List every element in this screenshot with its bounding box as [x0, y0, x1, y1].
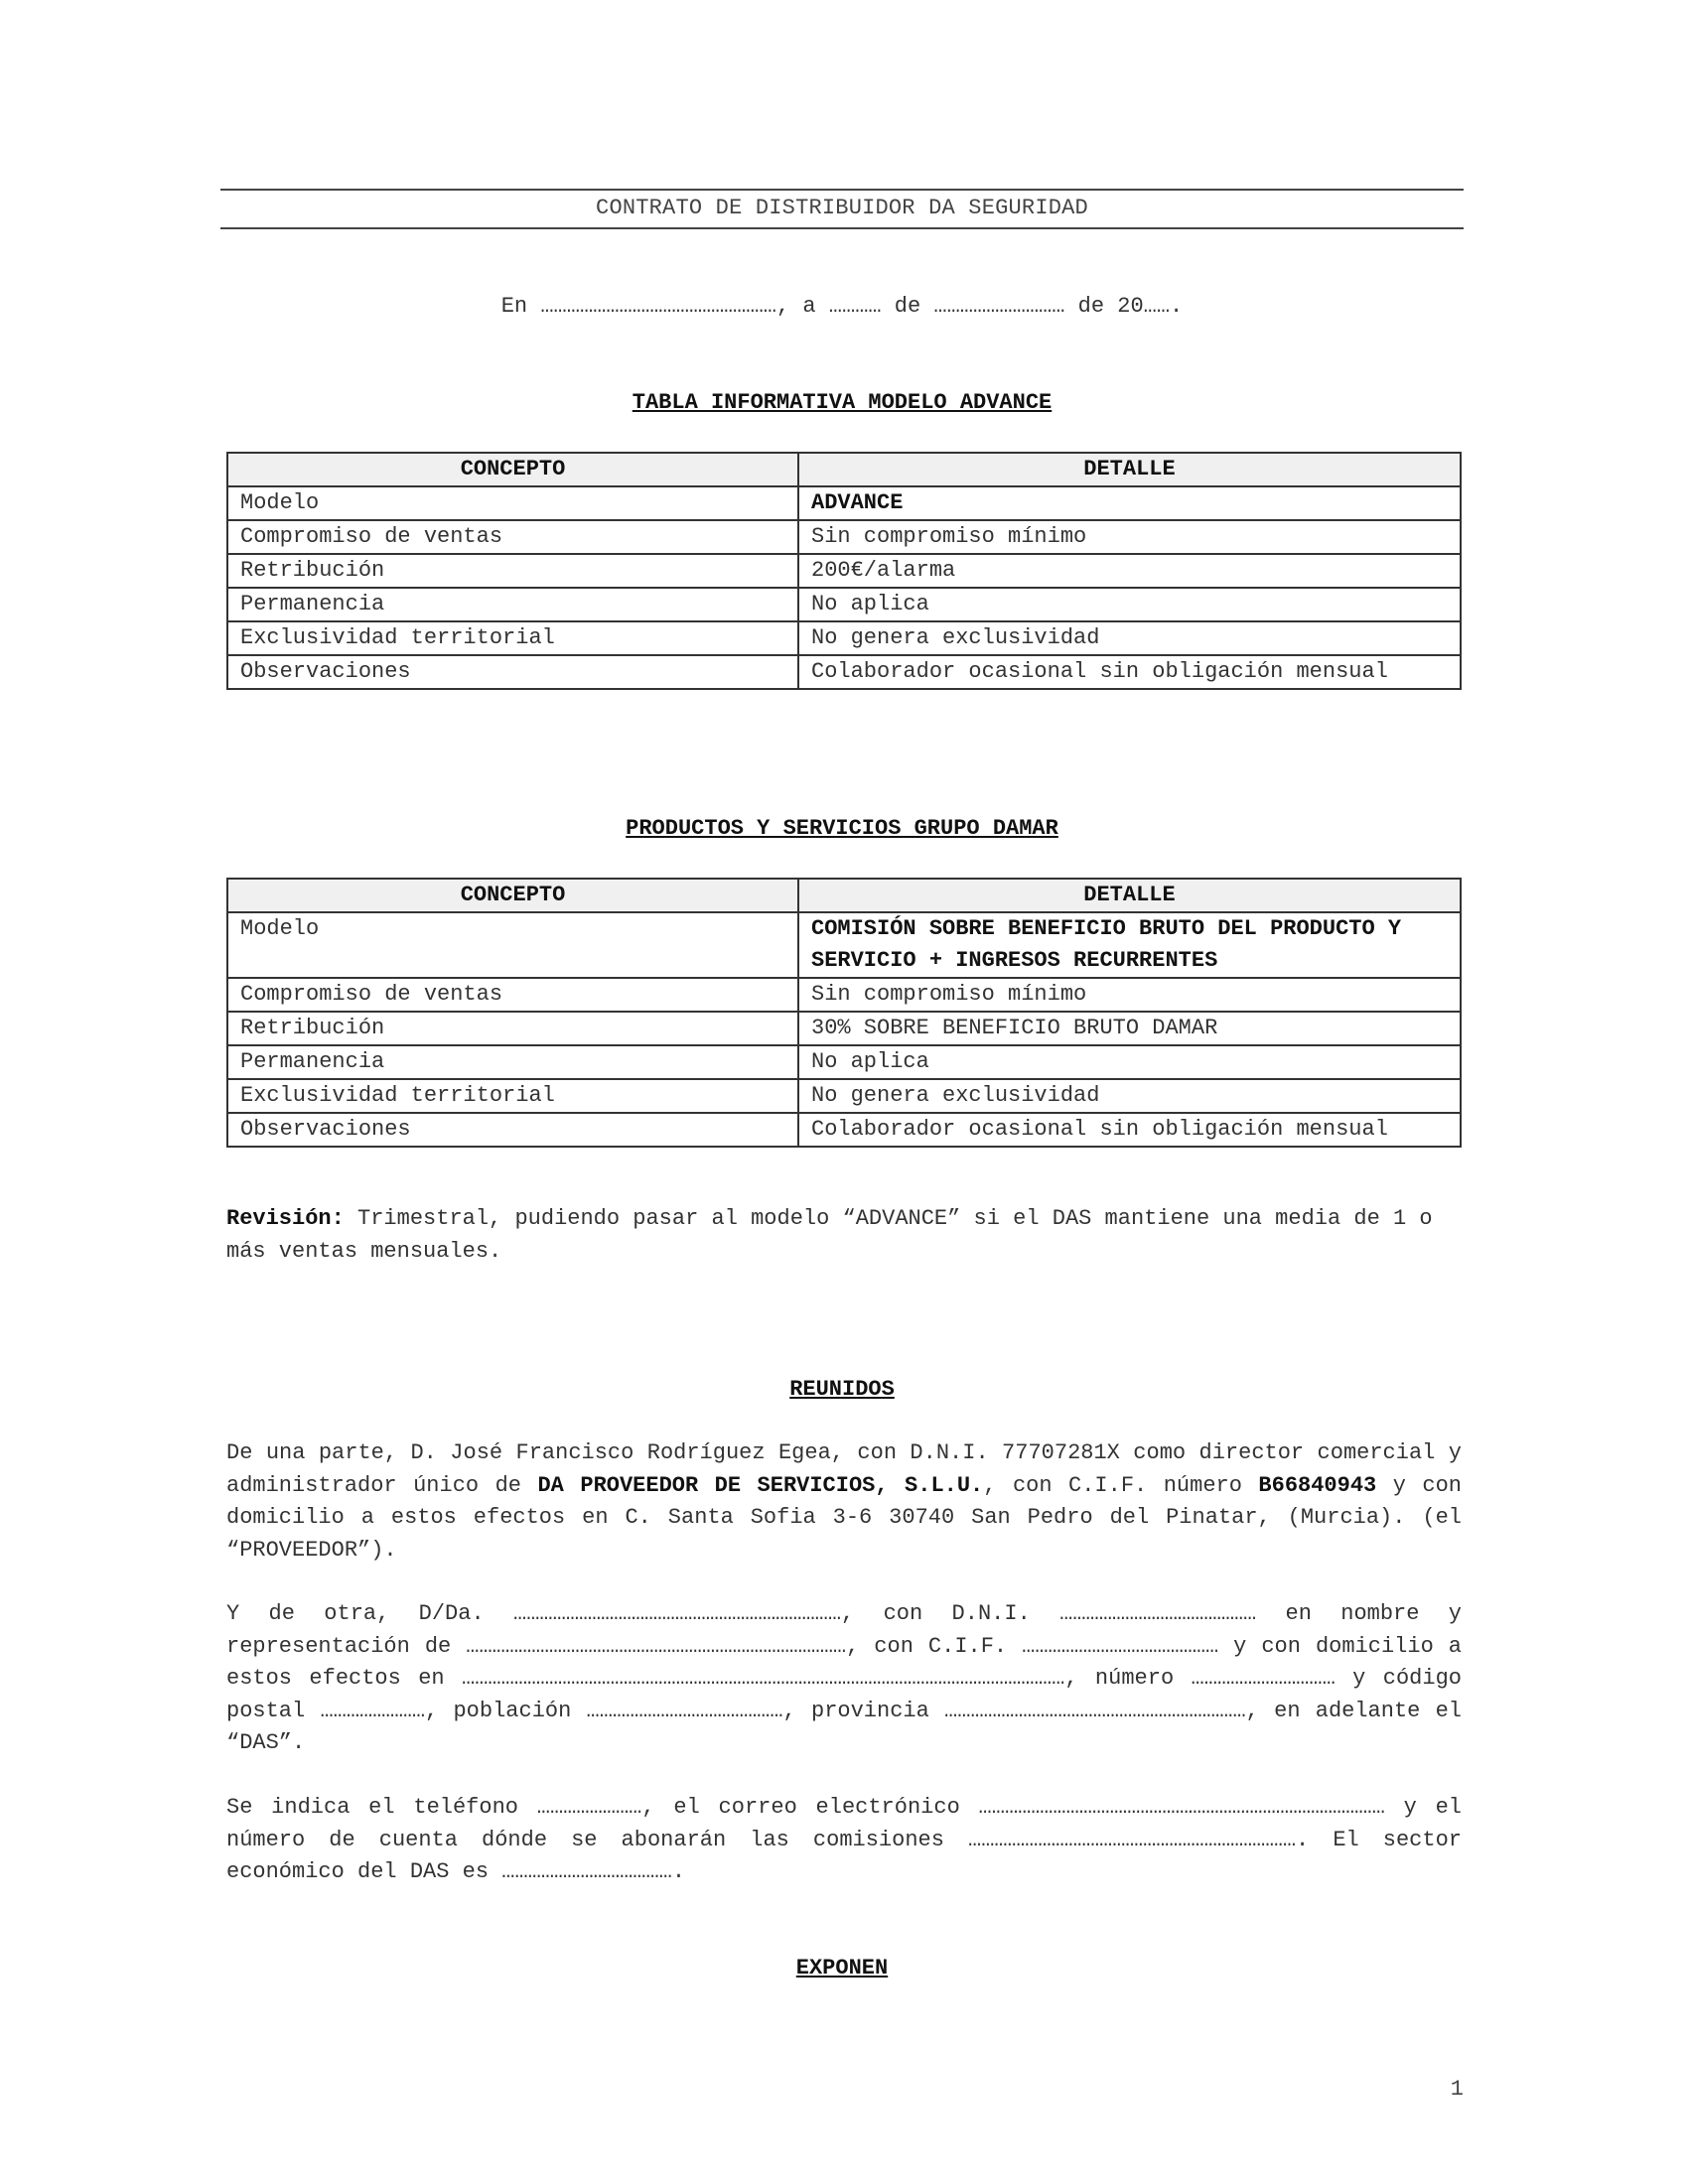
concept-cell: Permanencia: [227, 588, 798, 621]
provider-paragraph: [226, 1437, 1462, 1567]
column-header-concepto: CONCEPTO: [227, 453, 798, 486]
table-row: [227, 1012, 1461, 1045]
column-header-concepto: CONCEPTO: [227, 879, 798, 912]
das-paragraph: Y de otra, D/Da. …………………………………………………………………, con D.N.I. ……………………………………… en nombre y representación de ……………………………………………………………………………, con C.I.F. ……………………………………… y con domicilio a estos efectos en …………………………………………………………………………………………………………………………, número …………………………… y código postal ……………………, población ………………………………………, provincia ……………………………………………………………, en adelante el “DAS”.: [226, 1601, 1462, 1755]
table-row: [227, 978, 1461, 1012]
header-top-rule: [220, 189, 1464, 191]
provider-text-part: , con C.I.F. número: [983, 1472, 1259, 1498]
detail-cell: No aplica: [798, 1045, 1461, 1079]
detail-cell: No genera exclusividad: [798, 621, 1461, 655]
page-number: 1: [1450, 2077, 1464, 2102]
concept-cell: Retribución: [227, 554, 798, 588]
concept-cell: Retribución: [227, 1012, 798, 1045]
damar-products-table: [226, 878, 1462, 1148]
detail-cell: Colaborador ocasional sin obligación mensual: [798, 1113, 1461, 1147]
provider-cif: B66840943: [1258, 1472, 1377, 1498]
table-row: [227, 912, 1461, 978]
table-header-row: [227, 879, 1461, 912]
column-header-detalle: DETALLE: [798, 879, 1461, 912]
table-row: [227, 588, 1461, 621]
table1-heading: TABLA INFORMATIVA MODELO ADVANCE: [632, 390, 1053, 415]
concept-cell: Compromiso de ventas: [227, 978, 798, 1012]
concept-cell: Permanencia: [227, 1045, 798, 1079]
date-line: En ………………………………………………, a ………… de ………………………… de 20…….: [500, 294, 1184, 319]
provider-text-part: De una parte, D. José Francisco Rodríguez Egea, con D.N.I. 77707281X como director comercial y administrador único de: [226, 1440, 1462, 1498]
detail-cell: No aplica: [798, 588, 1461, 621]
table-row: [227, 621, 1461, 655]
table-row: [227, 1113, 1461, 1147]
advance-model-table: [226, 452, 1462, 690]
contact-paragraph: Se indica el teléfono ……………………, el correo electrónico ………………………………………………………………………………… y el número de cuenta dónde se abonarán las comisiones …………………………………………………………………. El sector económico del DAS es ………………………………….: [226, 1795, 1462, 1884]
detail-cell: Colaborador ocasional sin obligación mensual: [798, 655, 1461, 689]
revision-paragraph: [226, 1203, 1462, 1268]
table-row: [227, 1079, 1461, 1113]
concept-cell: Exclusividad territorial: [227, 621, 798, 655]
table-row: [227, 486, 1461, 520]
table-row: [227, 1045, 1461, 1079]
table-row: [227, 520, 1461, 554]
concept-cell: Observaciones: [227, 1113, 798, 1147]
concept-cell: Observaciones: [227, 655, 798, 689]
revision-text: Trimestral, pudiendo pasar al modelo “ADVANCE” si el DAS mantiene una media de 1 o más ventas mensuales.: [226, 1206, 1433, 1264]
concept-cell: Exclusividad territorial: [227, 1079, 798, 1113]
provider-text-part: y con domicilio a estos efectos en C. Santa Sofia 3-6 30740 San Pedro del Pinatar, (Murcia). (el “PROVEEDOR”).: [226, 1472, 1463, 1563]
table-row: [227, 655, 1461, 689]
concept-cell: Modelo: [227, 486, 798, 520]
document-title: CONTRATO DE DISTRIBUIDOR DA SEGURIDAD: [596, 196, 1088, 220]
revision-label: Revisión:: [226, 1206, 345, 1231]
detail-cell: 200€/alarma: [798, 554, 1461, 588]
detail-cell: COMISIÓN SOBRE BENEFICIO BRUTO DEL PRODUCTO Y SERVICIO + INGRESOS RECURRENTES: [798, 912, 1461, 978]
detail-cell: Sin compromiso mínimo: [798, 520, 1461, 554]
concept-cell: Modelo: [227, 912, 798, 978]
header-bottom-rule: [220, 227, 1464, 229]
exponen-heading: EXPONEN: [795, 1956, 889, 1980]
column-header-detalle: DETALLE: [798, 453, 1461, 486]
detail-cell: Sin compromiso mínimo: [798, 978, 1461, 1012]
table-header-row: [227, 453, 1461, 486]
provider-company-name: DA PROVEEDOR DE SERVICIOS, S.L.U.: [537, 1472, 984, 1498]
table2-heading: PRODUCTOS Y SERVICIOS GRUPO DAMAR: [626, 816, 1058, 841]
detail-cell: ADVANCE: [798, 486, 1461, 520]
detail-cell: No genera exclusividad: [798, 1079, 1461, 1113]
detail-cell: 30% SOBRE BENEFICIO BRUTO DAMAR: [798, 1012, 1461, 1045]
concept-cell: Compromiso de ventas: [227, 520, 798, 554]
table-row: [227, 554, 1461, 588]
reunidos-heading: REUNIDOS: [789, 1377, 895, 1402]
